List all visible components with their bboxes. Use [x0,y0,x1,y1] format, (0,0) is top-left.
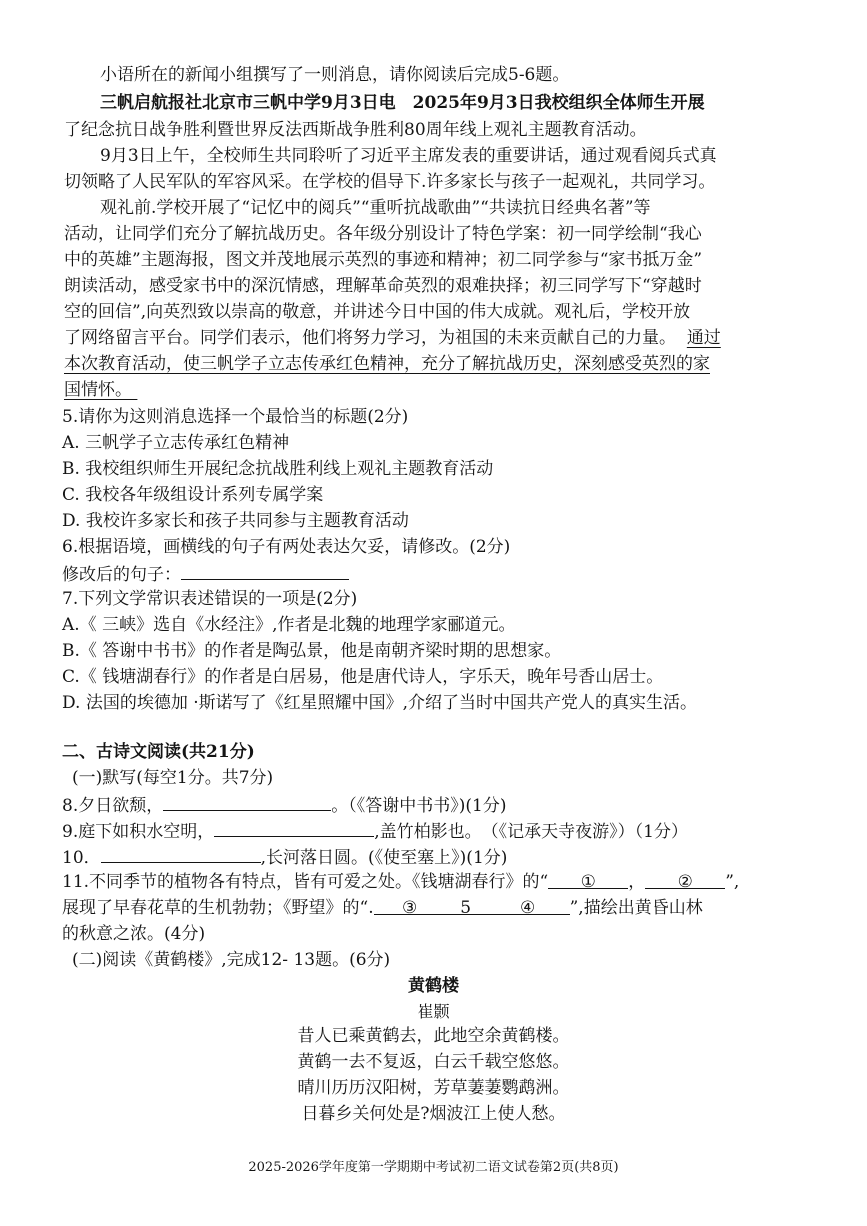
underlined-sentence-middle: 本次教育活动，使三帆学子立志传承红色精神，充分了解抗战历史，深刻感受英烈的家 [64,354,710,374]
q8-pre: 8.夕日欲颓， [62,796,164,816]
q11-blank-3[interactable] [374,896,446,918]
q11-blank-3-mark: ③ [401,898,418,918]
q11-blank-1[interactable] [548,870,628,892]
q6-answer-blank[interactable] [181,561,349,580]
poem-line-1: 昔人已乘黄鹤去，此地空余黄鹤楼。 [297,1026,570,1046]
q11-blank-4-mark: ④ [519,898,536,918]
poem-line-4: 日暮乡关何处是?烟波江上使人愁。 [301,1104,566,1124]
q11-line1 [62,870,739,894]
q9-post: ,盖竹柏影也。 （《记承天寺夜游》）（1分） [374,822,688,842]
q7-option-b: B.《 答谢中书书》的作者是陶弘景，他是南朝齐梁时期的思想家。 [62,641,562,661]
q8-post: 。（《答谢中书书》)(1分) [331,796,507,816]
q11-blank-4[interactable] [486,896,570,918]
q6-stem: 6.根据语境，画横线的句子有两处表达欠妥，请修改。(2分) [62,537,511,557]
q5-option-a: A. 三帆学子立志传承红色精神 [62,433,290,453]
q10-row [62,844,507,870]
q10-post: ,长河落日圆。(《使至塞上》)(1分) [260,848,508,868]
q5-option-b: B. 我校组织师生开展纪念抗战胜利线上观礼主题教育活动 [62,459,494,479]
q10-blank[interactable] [101,844,261,863]
news-p2-line3: 中的英雄”主题海报，图文并茂地展示英烈的事迹和精神；初二同学参与“家书抵万金” [64,250,703,270]
news-p2-line4: 朗读活动，感受家书中的深沉情感，理解革命英烈的艰难抉择；初三同学写下“穿越时 [64,276,702,296]
q7-stem: 7.下列文学常识表述错误的一项是(2分) [62,589,358,609]
q11-blank-1-mark: ① [580,872,596,892]
section2-heading: 二、古诗文阅读(共21分) [62,742,255,762]
q7-option-c: C.《 钱塘湖春行》的作者是白居易，他是唐代诗人，字乐天，晚年号香山居士。 [62,667,664,687]
underlined-sentence-end-wrap [64,378,146,402]
underlined-sentence-start: 通过 [686,328,721,348]
q11-line2 [62,896,703,920]
q8-row [62,792,506,818]
underlined-sentence-end: 国情怀。 [64,380,132,400]
q11-blank-2[interactable] [645,870,725,892]
underline-tail [132,378,146,402]
news-p2-line1: 观礼前.学校开展了“记忆中的阅兵”“重听抗战歌曲”“共读抗日经典名著”等 [100,198,651,218]
poem-line-3: 晴川历历汉阳树，芳草萋萋鹦鹉洲。 [297,1078,570,1098]
q11-line1-pre: 11.不同季节的植物各有特点，皆有可爱之处。《钱塘湖春行》的“ [62,872,549,892]
q6-answer-row [62,561,349,587]
q11-blank-2-mark: ② [677,872,693,892]
q5-stem: 5.请你为这则消息选择一个最恰当的标题(2分) [62,407,409,427]
q11-mid-mark: 5 [460,898,472,918]
q11-line3: 的秋意之浓。(4分) [62,924,206,944]
news-p2-line5: 空的回信”,向英烈致以崇高的敬意，并讲述今日中国的伟大成就。观礼后，学校开放 [64,302,691,322]
news-p2-line2: 活动，让同学们充分了解抗战历史。各年级分别设计了特色学案：初一同学绘制“我心 [64,224,702,244]
poem-author: 崔颢 [417,1002,450,1021]
poem-line-2: 黄鹤一去不复返，白云千载空悠悠。 [297,1052,570,1072]
news-p1-line1: 9月3日上午，全校师生共同聆听了习近平主席发表的重要讲话，通过观看阅兵式真 [100,146,717,166]
q11-blank-mid [446,896,486,918]
q5-option-d: D. 我校许多家长和孩子共同参与主题教育活动 [62,511,409,531]
news-p2-line6-text: 了网络留言平台。同学们表示，他们将努力学习，为祖国的未来贡献自己的力量。 [64,328,676,348]
news-p1-line2: 切领略了人民军队的军容风采。在学校的倡导下.许多家长与孩子一起观礼，共同学习。 [64,172,716,192]
q8-blank[interactable] [163,792,331,811]
news-lead: 了纪念抗日战争胜利暨世界反法西斯战争胜利80周年线上观礼主题教育活动。 [64,120,647,140]
q11-comma: ， [628,872,646,892]
q6-answer-label: 修改后的句子： [62,565,181,585]
q11-line2-pre: 展现了早春花草的生机勃勃；《野望》的“. [62,898,374,918]
poem-title: 黄鹤楼 [408,976,459,996]
q11-line1-post: ”, [725,872,740,892]
q9-blank[interactable] [214,818,374,837]
q9-pre: 9.庭下如积水空明， [62,822,215,842]
news-p2-line6 [64,326,721,350]
q11-line2-post: ”,描绘出黄昏山林 [569,898,703,918]
news-dateline: 三帆启航报社北京市三帆中学9月3日电 2025年9月3日我校组织全体师生开展 [100,93,705,113]
page-footer: 2025-2026学年度第一学期期中考试初二语文试卷第2页(共8页) [248,1160,619,1175]
intro-text: 小语所在的新闻小组撰写了一则消息，请你阅读后完成5-6题。 [100,65,570,85]
q7-option-a: A.《 三峡》选自《水经注》,作者是北魏的地理学家郦道元。 [62,615,516,635]
q10-pre: 10． [62,848,101,868]
section2-part1: (一)默写(每空1分。共7分) [72,768,274,788]
q5-option-c: C. 我校各年级组设计系列专属学案 [62,485,324,505]
section2-part2: (二)阅读《黄鹤楼》,完成12- 13题。(6分) [72,950,391,970]
q9-row [62,818,688,844]
q7-option-d: D. 法国的埃德加 ·斯诺写了《红星照耀中国》,介绍了当时中国共产党人的真实生活。 [62,693,698,713]
